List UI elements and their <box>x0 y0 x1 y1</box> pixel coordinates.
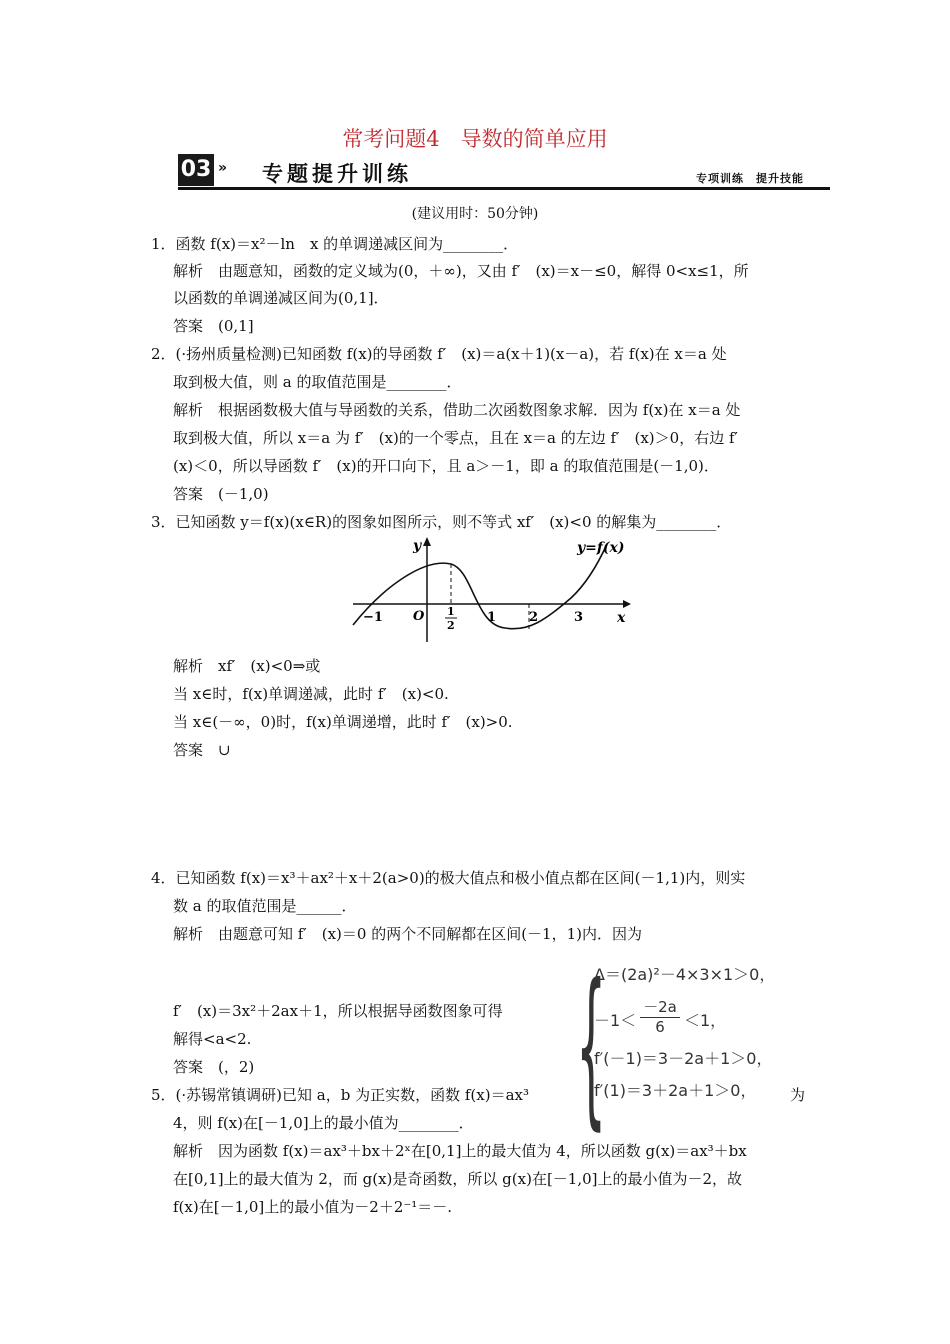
section-title: 专题提升训练 <box>262 162 412 186</box>
text-line-q5-a1: 解析 因为函数 f(x)＝ax³＋bx＋2ˣ在[0,1]上的最大值为 4，所以函数 g(x)＝ax³＋bx <box>173 1142 747 1160</box>
page-title: 常考问题4 导数的简单应用 <box>342 127 608 151</box>
text-line-q4-a1: 解析 由题意可知 f′ (x)＝0 的两个不同解都在区间(－1，1)内．因为 <box>173 925 642 943</box>
x-axis-label: x <box>617 610 626 626</box>
system-brace-icon: { <box>576 948 607 1146</box>
tick-label: −1 <box>363 610 383 625</box>
half-tick-denominator: 2 <box>447 619 455 632</box>
text-line-q3-a3: 当 x∈(－∞，0)时，f(x)单调递增，此时 f′ (x)>0. <box>173 713 513 731</box>
text-line-q5-b: 4，则 f(x)在[－1,0]上的最小值为________． <box>173 1114 474 1132</box>
suggested-time: (建议用时：50分钟) <box>411 206 539 222</box>
function-graph <box>345 530 645 648</box>
curve-label: y=f(x) <box>577 540 625 556</box>
text-line-q3: 3．已知函数 y＝f(x)(x∈R)的图象如图所示，则不等式 xf′ (x)<0 的解集为________． <box>151 513 732 531</box>
text-line-q2-a2: 取到极大值，所以 x＝a 为 f′ (x)的一个零点，且在 x＝a 的左边 f′ (x)＞0，右边 f′ <box>173 429 738 447</box>
tick-label: 1 <box>487 610 497 625</box>
fraction-denominator: 6 <box>640 1017 680 1036</box>
text-line-q1-a2: 以函数的单调递减区间为(0,1]． <box>173 289 389 307</box>
y-axis-label: y <box>413 538 422 554</box>
half-tick-numerator: 1 <box>447 605 455 618</box>
text-line-q1-a1: 解析 由题意知，函数的定义域为(0，＋∞)，又由 f′ (x)＝x－≤0，解得 0<x≤1，所 <box>173 262 749 280</box>
text-line-q4-ans: 答案 (，2) <box>173 1058 255 1076</box>
system-line-2-left: －1＜ <box>594 1011 637 1030</box>
text-line-q1-ans: 答案 (0,1] <box>173 317 254 335</box>
fraction-numerator: －2a <box>643 998 677 1016</box>
text-line-q3-a1: 解析 xf′ (x)<0⇒或 <box>173 657 321 675</box>
text-line-q5-tail: 为 <box>790 1086 806 1104</box>
text-line-q4-b: 数 a 的取值范围是______． <box>173 897 357 915</box>
section-arrow-icon: » <box>218 160 228 176</box>
text-line-q3-a2: 当 x∈时，f(x)单调递减，此时 f′ (x)<0. <box>173 685 449 703</box>
text-line-q2-a3: (x)＜0，所以导函数 f′ (x)的开口向下，且 a＞－1，即 a 的取值范围是(－1,0)． <box>173 457 719 475</box>
text-line-q5: 5．(·苏锡常镇调研)已知 a，b 为正实数，函数 f(x)＝ax³ <box>151 1086 529 1104</box>
text-line-q4: 4．已知函数 f(x)＝x³＋ax²＋x＋2(a>0)的极大值点和极小值点都在区间(－1,1)内，则实 <box>151 869 746 887</box>
x-axis-arrow-icon <box>623 600 631 608</box>
text-line-q3-ans: 答案 ∪ <box>173 741 231 759</box>
section-divider <box>178 187 830 190</box>
tick-label: 3 <box>574 610 584 625</box>
origin-label: O <box>413 609 425 624</box>
text-line-q1: 1．函数 f(x)＝x²－ln x 的单调递减区间为________． <box>151 235 519 253</box>
text-line-q2-ans: 答案 (－1,0) <box>173 485 269 503</box>
system-line-2-right: ＜1， <box>684 1011 727 1030</box>
tick-label: 2 <box>529 610 539 625</box>
system-fraction <box>638 996 682 1036</box>
text-line-q2: 2．(·扬州质量检测)已知函数 f(x)的导函数 f′ (x)＝a(x＋1)(x－a)，若 f(x)在 x＝a 处 <box>151 345 727 363</box>
curve-y-f-x <box>353 544 607 629</box>
section-tagline: 专项训练 提升技能 <box>696 172 804 185</box>
text-line-q4-a3: 解得<a<2. <box>173 1030 252 1048</box>
section-number: 03 <box>178 154 214 186</box>
text-line-q5-a3: f(x)在[－1,0]上的最小值为－2＋2⁻¹＝－. <box>173 1198 453 1216</box>
system-line-3: f′(－1)＝3－2a＋1＞0， <box>594 1049 773 1068</box>
text-line-q5-a2: 在[0,1]上的最大值为 2，而 g(x)是奇函数，所以 g(x)在[－1,0]上的最小值为－2，故 <box>173 1170 743 1188</box>
text-line-q4-a2: f′ (x)＝3x²＋2ax＋1，所以根据导函数图象可得 <box>173 1002 503 1020</box>
system-line-1: Δ＝(2a)²－4×3×1＞0， <box>594 965 776 984</box>
text-line-q2-a1: 解析 根据函数极大值与导函数的关系，借助二次函数图象求解．因为 f(x)在 x＝a 处 <box>173 401 741 419</box>
y-axis-arrow-icon <box>423 537 431 546</box>
text-line-q2-b: 取到极大值，则 a 的取值范围是________． <box>173 373 462 391</box>
system-line-4: f′(1)＝3＋2a＋1＞0， <box>594 1081 757 1100</box>
